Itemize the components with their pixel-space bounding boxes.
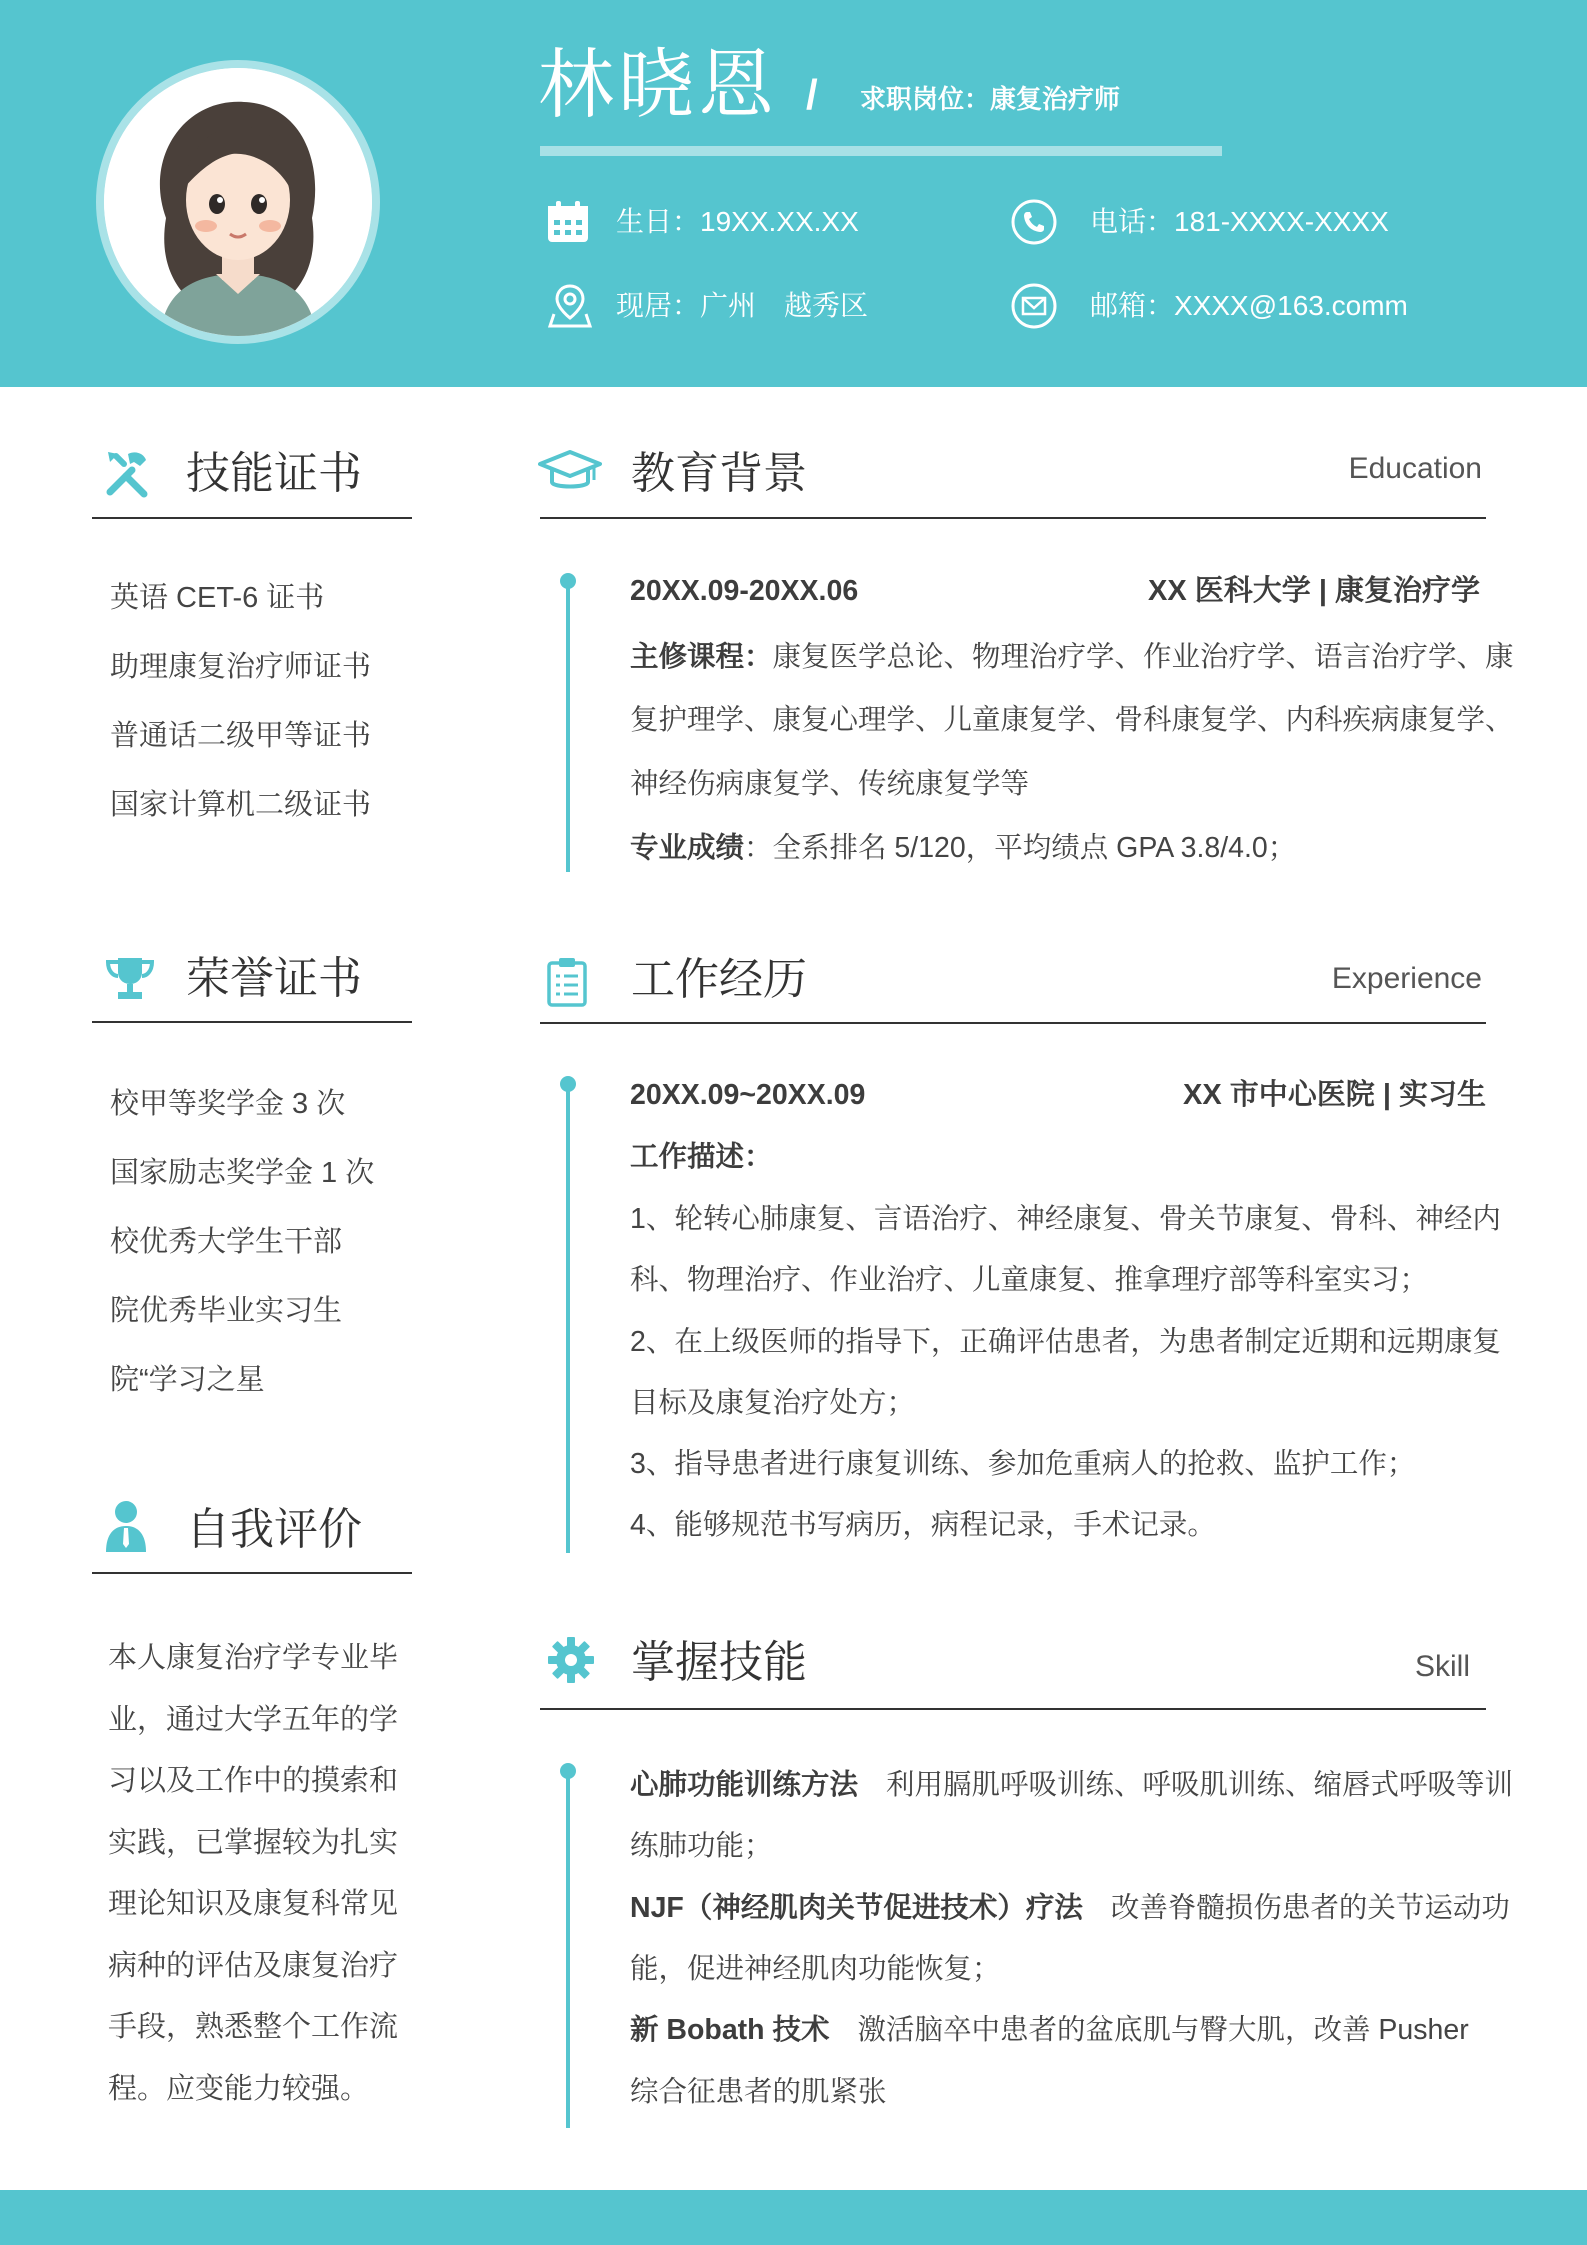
skill-item-1-cont: 练肺功能； [630, 1830, 773, 1862]
courses-label: 主修课程： [630, 641, 773, 673]
experience-line: 2、在上级医师的指导下，正确评估患者，为患者制定近期和远期康复 [630, 1326, 1501, 1358]
skill-item-2-cont: 能，促进神经肌肉功能恢复； [630, 1953, 1001, 1985]
experience-line: 4、能够规范书写病历，病程记录，手术记录。 [630, 1509, 1216, 1541]
email-text: 邮箱：XXXX@163.comm [1090, 290, 1408, 321]
trophy-icon [104, 952, 156, 1004]
education-school: XX 医科大学 | 康复治疗学 [1148, 575, 1480, 607]
skill-label: NJF（神经肌肉关节促进技术）疗法 [630, 1892, 1083, 1924]
self-eval-text: 本人康复治疗学专业毕业，通过大学五年的学习以及工作中的摸索和实践，已掌握较为扎实理论知识及康复科常见病种的评估及康复治疗手段，熟悉整个工作流程。应变能力较强。 [108, 1642, 399, 2105]
skills-title-en: Skill [1414, 1650, 1470, 1683]
experience-org: XX 市中心医院 | 实习生 [1183, 1079, 1486, 1111]
avatar [96, 60, 380, 344]
section-divider [92, 517, 412, 519]
cert-item: 英语 CET-6 证书 [110, 582, 325, 614]
honor-item: 校优秀大学生干部 [110, 1226, 343, 1258]
graduation-cap-icon [538, 448, 602, 496]
honor-item: 国家励志奖学金 1 次 [110, 1157, 375, 1189]
skills-title: 掌握技能 [631, 1638, 807, 1687]
experience-date: 20XX.09~20XX.09 [630, 1079, 866, 1111]
education-title: 教育背景 [631, 449, 807, 498]
cert-item: 普通话二级甲等证书 [110, 720, 372, 752]
calendar-icon [544, 198, 592, 246]
section-divider [540, 1708, 1486, 1710]
experience-line: 科、物理治疗、作业治疗、儿童康复、推拿理疗部等科室实习； [630, 1264, 1429, 1296]
experience-title: 工作经历 [631, 955, 807, 1004]
cert-item: 国家计算机二级证书 [110, 789, 372, 821]
education-courses-line3: 神经伤病康复学、传统康复学等 [630, 768, 1030, 800]
education-courses-line2: 复护理学、康复心理学、儿童康复学、骨科康复学、内科疾病康复学、 [630, 704, 1514, 736]
birthday-text: 生日：19XX.XX.XX [616, 206, 859, 237]
honor-item: 校甲等奖学金 3 次 [110, 1088, 346, 1120]
timeline-line [566, 1770, 570, 2128]
timeline-line [566, 1083, 570, 1553]
cert-item: 助理康复治疗师证书 [110, 651, 372, 683]
honor-item: 院优秀毕业实习生 [110, 1295, 343, 1327]
timeline-line [566, 580, 570, 872]
education-score: 专业成绩：全系排名 5/120，平均绩点 GPA 3.8/4.0； [630, 832, 1297, 864]
self-eval-title: 自我评价 [186, 1505, 362, 1554]
title-underline [540, 146, 1222, 156]
skills-cert-title: 技能证书 [186, 449, 362, 498]
section-divider [92, 1572, 412, 1574]
experience-line: 目标及康复治疗处方； [630, 1387, 916, 1419]
tools-icon [102, 446, 156, 500]
footer-bar [0, 2190, 1587, 2245]
clipboard-icon [546, 956, 588, 1008]
section-divider [92, 1021, 412, 1023]
skill-item-2: NJF（神经肌肉关节促进技术）疗法 改善脊髓损伤患者的关节运动功 [630, 1892, 1510, 1924]
phone-icon [1010, 198, 1058, 246]
score-label: 专业成绩 [630, 832, 745, 864]
title-separator: / [806, 71, 818, 118]
location-text: 现居：广州 越秀区 [616, 290, 869, 321]
skill-item-3-cont: 综合征患者的肌紧张 [630, 2076, 887, 2108]
avatar-illustration [104, 68, 372, 336]
phone-text: 电话：181-XXXX-XXXX [1090, 206, 1389, 237]
person-icon [104, 1500, 148, 1554]
skill-item-3: 新 Bobath 技术 激活脑卒中患者的盆底肌与臀大肌，改善 Pusher [630, 2014, 1469, 2046]
job-target: 求职岗位：康复治疗师 [860, 84, 1121, 114]
section-divider [540, 1022, 1486, 1024]
honors-title: 荣誉证书 [186, 954, 362, 1003]
skill-label: 新 Bobath 技术 [630, 2014, 830, 2046]
candidate-name: 林晓恩 [538, 43, 778, 128]
gear-icon [547, 1636, 595, 1684]
email-icon [1010, 282, 1058, 330]
education-title-en: Education [1348, 452, 1482, 485]
honor-item: 院“学习之星 [110, 1364, 265, 1396]
skill-label: 心肺功能训练方法 [630, 1769, 859, 1801]
experience-title-en: Experience [1331, 962, 1482, 995]
education-courses-line1: 主修课程：康复医学总论、物理治疗学、作业治疗学、语言治疗学、康 [630, 641, 1514, 673]
experience-line: 3、指导患者进行康复训练、参加危重病人的抢救、监护工作； [630, 1448, 1416, 1480]
education-date: 20XX.09-20XX.06 [630, 575, 859, 607]
location-icon [546, 282, 594, 330]
experience-desc-label: 工作描述： [630, 1141, 773, 1173]
skill-item-1: 心肺功能训练方法 利用膈肌呼吸训练、呼吸肌训练、缩唇式呼吸等训 [630, 1769, 1514, 1801]
section-divider [540, 517, 1486, 519]
experience-line: 1、轮转心肺康复、言语治疗、神经康复、骨关节康复、骨科、神经内 [630, 1203, 1501, 1235]
